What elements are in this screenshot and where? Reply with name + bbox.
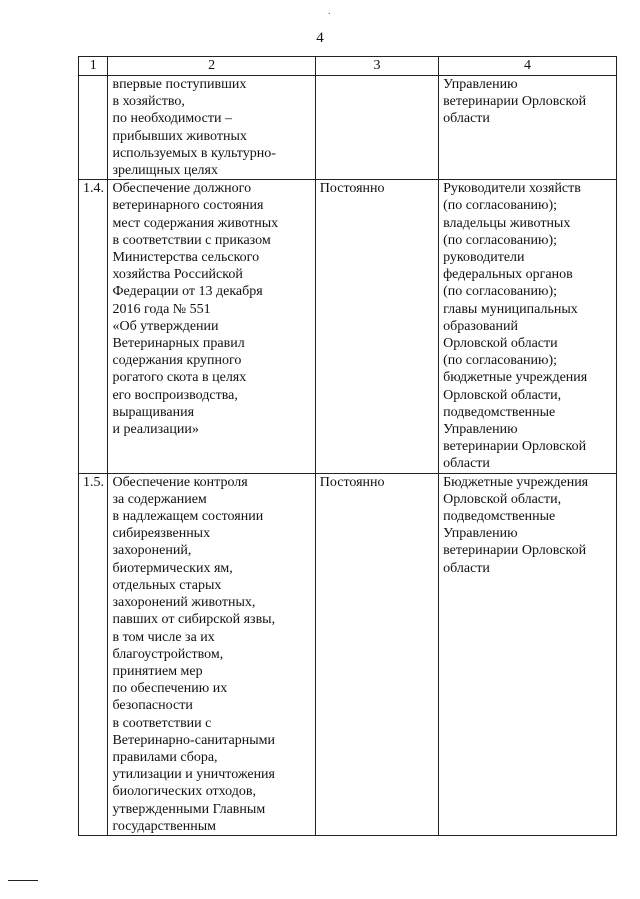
measure-text-line: выращивания xyxy=(112,404,195,420)
measure-text-line: Обеспечение должного xyxy=(112,181,252,197)
measure-text-line: содержания крупного xyxy=(112,353,242,369)
responsible-text-line: области xyxy=(443,456,490,472)
responsible-cell xyxy=(439,180,617,473)
measure-text-line: Ветеринарных правил xyxy=(112,336,245,352)
table-row xyxy=(79,76,617,180)
responsible-text-line: Орловской области, xyxy=(443,387,562,403)
responsible-text-line: (по согласованию); xyxy=(443,232,558,248)
measure-text-line: в надлежащем состоянии xyxy=(112,509,264,525)
responsible-text-line: Руководители хозяйств xyxy=(443,181,581,197)
footer-rule xyxy=(8,880,38,881)
responsible-text-line: Орловской области, xyxy=(443,491,562,507)
table-row xyxy=(79,180,617,473)
row-number-cell xyxy=(79,76,108,180)
measure-text-line: мест содержания животных xyxy=(112,215,279,231)
column-header-4: 4 xyxy=(439,57,617,76)
responsible-text-line: Бюджетные учреждения xyxy=(443,474,589,490)
table-row xyxy=(79,473,617,835)
measure-text-line: правилами сбора, xyxy=(112,749,218,765)
responsible-text-line: Управлению xyxy=(443,526,518,542)
responsible-text-line: бюджетные учреждения xyxy=(443,370,588,386)
responsible-text-line: ветеринарии Орловской xyxy=(443,94,587,110)
measure-text-line: в хозяйство, xyxy=(112,94,185,110)
measure-text-line: захоронений, xyxy=(112,543,192,559)
responsible-text-line: Орловской области xyxy=(443,336,558,352)
page-number: 4 xyxy=(316,30,324,46)
responsible-text-line: главы муниципальных xyxy=(443,301,578,317)
responsible-text-line: (по согласованию); xyxy=(443,198,558,214)
measure-cell xyxy=(108,76,315,180)
measure-text-line: впервые поступивших xyxy=(112,77,247,92)
responsible-text-line: области xyxy=(443,560,490,576)
table-header-row xyxy=(79,57,617,76)
responsible-cell xyxy=(439,76,617,180)
measure-text-line: Федерации от 13 декабря xyxy=(112,284,263,300)
measure-text-line: утвержденными Главным xyxy=(112,801,266,817)
responsible-text-line: ветеринарии Орловской xyxy=(443,543,587,559)
measure-text-line: биотермических ям, xyxy=(112,560,233,576)
measure-text-line: безопасности xyxy=(112,698,193,714)
measure-text-line: Министерства сельского xyxy=(112,250,260,266)
measure-text-line: зрелищных целях xyxy=(112,163,218,179)
measure-text-line: рогатого скота в целях xyxy=(112,370,247,386)
measure-text-line: в соответствии с приказом xyxy=(112,232,271,248)
row-number-cell: 1.5. xyxy=(79,473,108,835)
measure-text-line: захоронений животных, xyxy=(112,595,256,611)
term-cell xyxy=(315,76,438,180)
responsible-text-line: области xyxy=(443,111,490,127)
measure-text-line: используемых в культурно- xyxy=(112,145,276,161)
measure-text-line: в том числе за их xyxy=(112,629,215,645)
responsible-cell xyxy=(439,473,617,835)
measure-text-line: «Об утверждении xyxy=(112,318,219,334)
measure-text-line: его воспроизводства, xyxy=(112,387,238,403)
measure-text-line: благоустройством, xyxy=(112,646,224,662)
measure-text-line: и реализации» xyxy=(112,422,199,438)
responsible-text-line: (по согласованию); xyxy=(443,284,558,300)
measure-text-line: принятием мер xyxy=(112,663,203,679)
measure-text-line: по обеспечению их xyxy=(112,681,228,697)
measure-text-line: государственным xyxy=(112,818,217,834)
responsible-text-line: Управлению xyxy=(443,77,518,92)
responsible-text-line: ветеринарии Орловской xyxy=(443,439,587,455)
measure-text-line: прибывших животных xyxy=(112,128,247,144)
row-number-cell: 1.4. xyxy=(79,180,108,473)
measures-table xyxy=(78,56,617,836)
measure-text-line: биологических отходов, xyxy=(112,784,256,800)
measure-text-line: Ветеринарно-санитарными xyxy=(112,732,276,748)
measure-text-line: в соответствии с xyxy=(112,715,212,731)
measure-text-line: Обеспечение контроля xyxy=(112,474,248,490)
measure-text-line: за содержанием xyxy=(112,491,207,507)
measure-text-line: хозяйства Российской xyxy=(112,267,243,283)
top-mark: . xyxy=(328,6,331,17)
responsible-text-line: владельцы животных xyxy=(443,215,571,231)
measure-cell xyxy=(108,473,315,835)
responsible-text-line: (по согласованию); xyxy=(443,353,558,369)
responsible-text-line: руководители xyxy=(443,250,525,266)
measure-text-line: павших от сибирской язвы, xyxy=(112,612,276,628)
responsible-text-line: подведомственные xyxy=(443,509,556,525)
term-cell: Постоянно xyxy=(315,473,438,835)
measure-text-line: утилизации и уничтожения xyxy=(112,767,275,783)
column-header-1: 1 xyxy=(79,57,108,76)
column-header-3: 3 xyxy=(315,57,438,76)
table-body xyxy=(79,76,617,836)
responsible-text-line: федеральных органов xyxy=(443,267,573,283)
term-cell: Постоянно xyxy=(315,180,438,473)
responsible-text-line: подведомственные xyxy=(443,404,556,420)
measure-text-line: 2016 года № 551 xyxy=(112,301,211,317)
measure-text-line: по необходимости – xyxy=(112,111,232,127)
measure-cell xyxy=(108,180,315,473)
responsible-text-line: образований xyxy=(443,318,518,334)
responsible-text-line: Управлению xyxy=(443,422,518,438)
measure-text-line: отдельных старых xyxy=(112,577,222,593)
column-header-2: 2 xyxy=(108,57,315,76)
measure-text-line: сибиреязвенных xyxy=(112,526,211,542)
measure-text-line: ветеринарного состояния xyxy=(112,198,264,214)
